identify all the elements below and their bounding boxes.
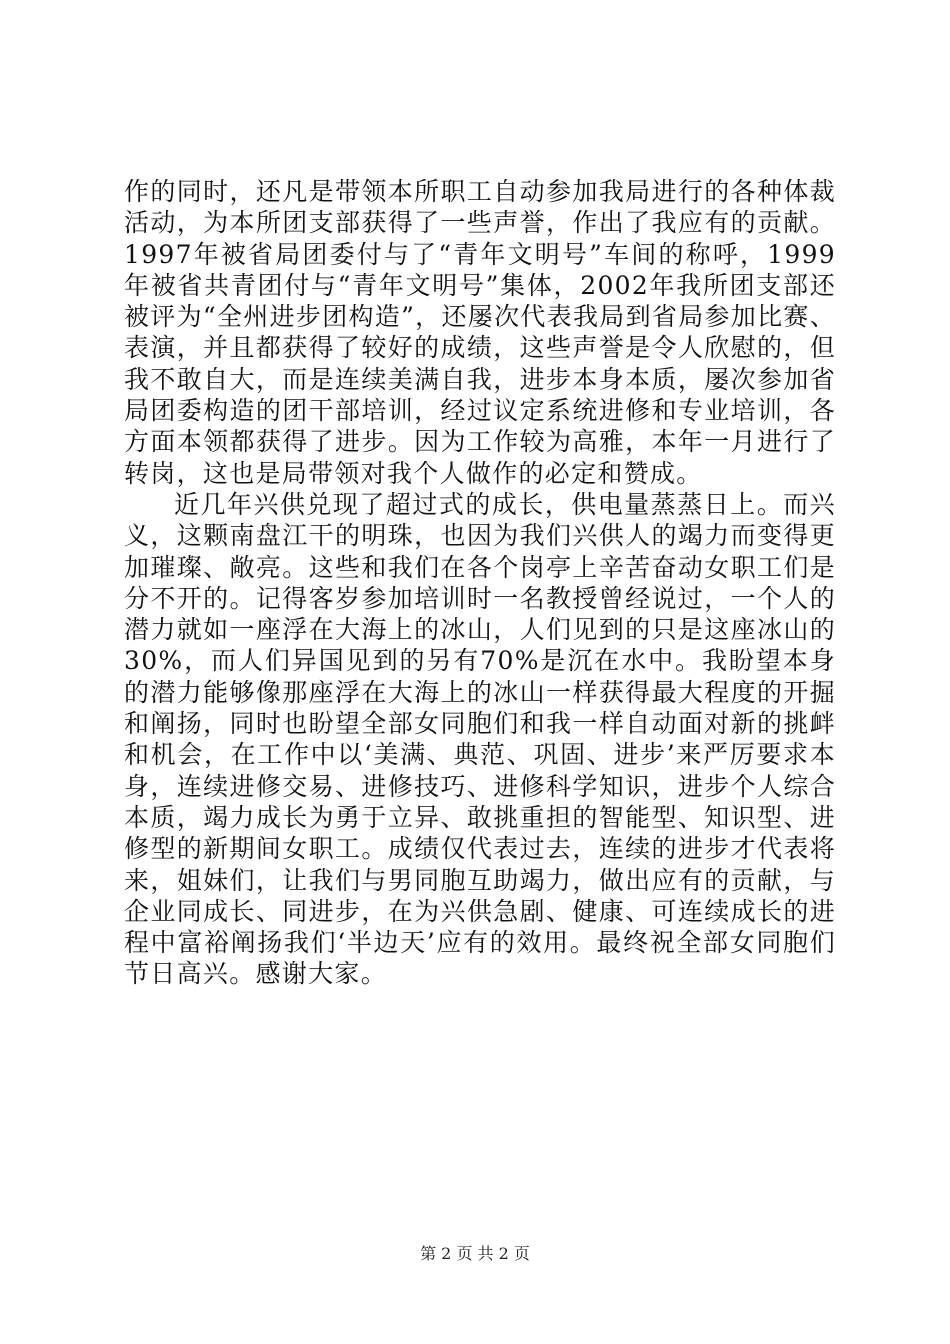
page-footer: 第 2 页 共 2 页 — [420, 1244, 530, 1263]
paragraph-continuation: 作的同时，还凡是带领本所职工自动参加我局进行的各种体裁活动，为本所团支部获得了一些声誉，作出了我应有的贡献。1997年被省局团委付与了“青年文明号”车间的称呼，1999年被省共青团付与“青年文明号”集体，2002年我所团支部还被评为“全州进步团构造”，还屡次代表我局到省局参加比赛、表演，并且都获得了较好的成绩，这些声誉是令人欣慰的，但我不敢自大，而是连续美满自我，进步本身本质，屡次参加省局团委构造的团干部培训，经过议定系统进修和专业培训，各方面本领都获得了进步。因为工作较为高雅，本年一月进行了转岗，这也是局带领对我个人做作的必定和赞成。 — [124, 177, 836, 488]
paragraph-main: 近几年兴供兑现了超过式的成长，供电量蒸蒸日上。而兴义，这颗南盘江干的明珠，也因为我们兴供人的竭力而变得更加璀璨、敞亮。这些和我们在各个岗亭上辛苦奋动女职工们是分不开的。记得客岁参加培训时一名教授曾经说过，一个人的潜力就如一座浮在大海上的冰山，人们见到的只是这座冰山的30%，而人们异国见到的另有70%是沉在水中。我盼望本身的潜力能够像那座浮在大海上的冰山一样获得最大程度的开掘和阐扬，同时也盼望全部女同胞们和我一样自动面对新的挑衅和机会，在工作中以‘美满、典范、巩固、进步’来严厉要求本身，连续进修交易、进修技巧、进修科学知识，进步个人综合本质，竭力成长为勇于立异、敢挑重担的智能型、知识型、进修型的新期间女职工。成绩仅代表过去，连续的进步才代表将来，姐妹们，让我们与男同胞互助竭力，做出应有的贡献，与企业同成长、同进步，在为兴供急剧、健康、可连续成长的进程中富裕阐扬我们‘半边天’应有的效用。最终祝全部女同胞们节日高兴。感谢大家。 — [124, 489, 836, 989]
document-body — [124, 176, 836, 990]
